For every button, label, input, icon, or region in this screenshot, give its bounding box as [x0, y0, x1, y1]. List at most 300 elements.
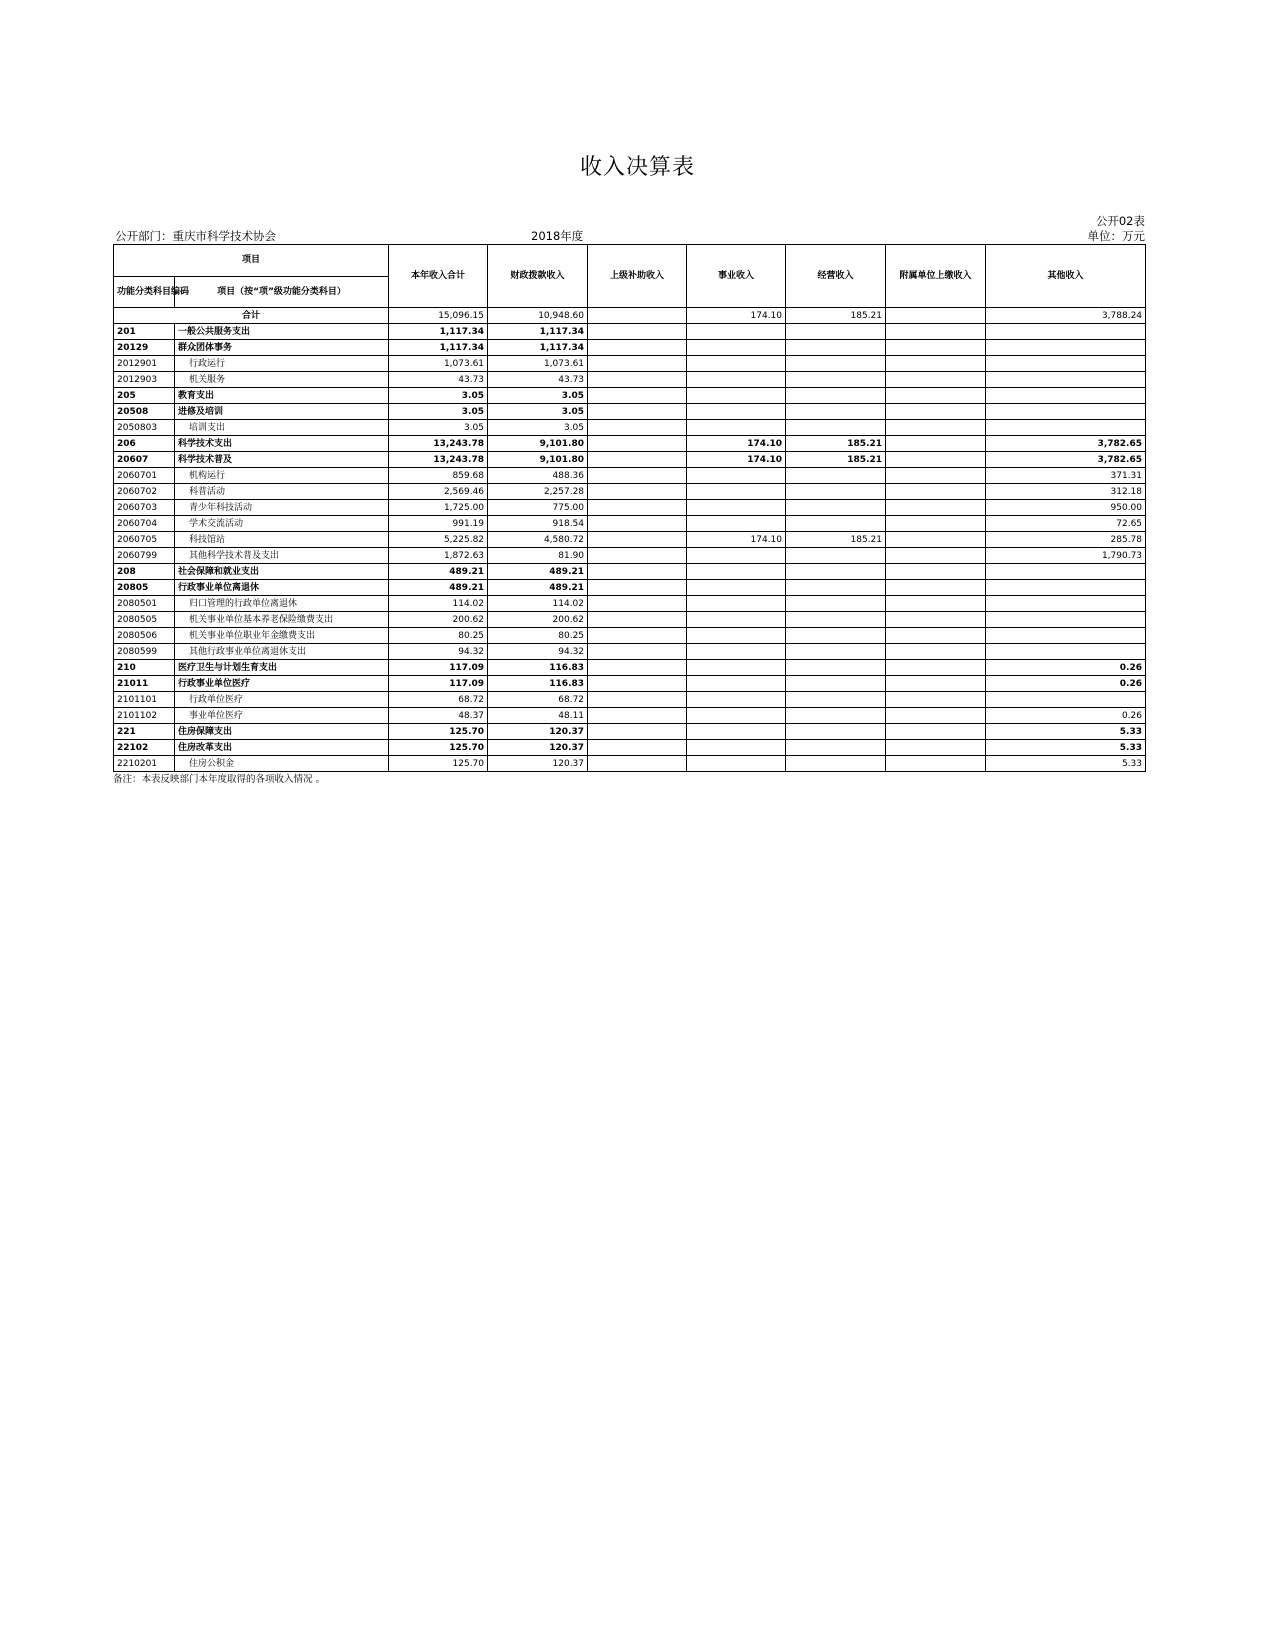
row-name: 医疗卫生与计划生育支出	[175, 660, 389, 676]
row-value: 1,073.61	[488, 356, 588, 372]
row-value: 125.70	[389, 724, 488, 740]
table-row	[114, 500, 1146, 516]
table-row	[114, 564, 1146, 580]
row-value	[588, 388, 687, 404]
row-value: 5.33	[986, 756, 1146, 772]
department-label: 公开部门：重庆市科学技术协会	[115, 229, 276, 243]
row-code: 2080501	[114, 596, 175, 612]
row-value: 200.62	[389, 612, 488, 628]
year-label: 2018年度	[531, 229, 584, 243]
row-name: 机关服务	[175, 372, 389, 388]
row-value	[886, 580, 986, 596]
row-name: 科普活动	[175, 484, 389, 500]
table-row	[114, 324, 1146, 340]
row-value: 185.21	[786, 452, 886, 468]
row-value	[687, 340, 786, 356]
total-label: 合计	[114, 308, 389, 324]
row-value	[588, 404, 687, 420]
row-value	[886, 340, 986, 356]
row-value	[687, 740, 786, 756]
row-value	[588, 484, 687, 500]
row-value	[886, 628, 986, 644]
table-row	[114, 724, 1146, 740]
total-cell	[886, 308, 986, 324]
table-row	[114, 468, 1146, 484]
row-value: 1,117.34	[389, 324, 488, 340]
row-value	[687, 580, 786, 596]
table-row	[114, 708, 1146, 724]
row-value	[786, 580, 886, 596]
row-value	[986, 580, 1146, 596]
table-row	[114, 452, 1146, 468]
row-value	[786, 468, 886, 484]
row-value	[588, 516, 687, 532]
row-value	[786, 596, 886, 612]
row-value: 13,243.78	[389, 452, 488, 468]
row-value: 3,782.65	[986, 436, 1146, 452]
row-value: 114.02	[389, 596, 488, 612]
row-value	[886, 388, 986, 404]
row-value	[786, 612, 886, 628]
row-name: 科学技术普及	[175, 452, 389, 468]
total-row	[114, 308, 1146, 324]
row-value: 0.26	[986, 676, 1146, 692]
row-value	[786, 388, 886, 404]
row-value	[687, 404, 786, 420]
row-code: 2050803	[114, 420, 175, 436]
row-code: 20508	[114, 404, 175, 420]
row-value: 114.02	[488, 596, 588, 612]
row-value	[886, 612, 986, 628]
row-value: 116.83	[488, 676, 588, 692]
row-value	[588, 564, 687, 580]
row-value	[886, 356, 986, 372]
row-value	[886, 724, 986, 740]
row-value: 120.37	[488, 724, 588, 740]
row-value	[886, 740, 986, 756]
header-code: 功能分类科目编码	[114, 276, 175, 308]
header-project: 项目	[114, 245, 389, 277]
table-row	[114, 548, 1146, 564]
row-value	[786, 484, 886, 500]
row-value	[687, 596, 786, 612]
row-name: 培训支出	[175, 420, 389, 436]
row-value: 94.32	[389, 644, 488, 660]
row-value	[886, 516, 986, 532]
header-col-superior: 上级补助收入	[588, 245, 687, 308]
row-code: 208	[114, 564, 175, 580]
row-name: 科技馆站	[175, 532, 389, 548]
row-code: 2060705	[114, 532, 175, 548]
row-value	[588, 436, 687, 452]
row-value	[588, 468, 687, 484]
header-row-top	[114, 245, 1146, 277]
row-value: 1,117.34	[389, 340, 488, 356]
row-value: 950.00	[986, 500, 1146, 516]
row-value: 5.33	[986, 740, 1146, 756]
row-value	[588, 372, 687, 388]
row-value	[886, 324, 986, 340]
row-value: 9,101.80	[488, 452, 588, 468]
row-value: 371.31	[986, 468, 1146, 484]
row-name: 青少年科技活动	[175, 500, 389, 516]
row-value	[687, 628, 786, 644]
row-value: 3.05	[488, 404, 588, 420]
row-value: 4,580.72	[488, 532, 588, 548]
row-code: 2012903	[114, 372, 175, 388]
row-code: 2060799	[114, 548, 175, 564]
row-value	[687, 708, 786, 724]
row-code: 2210201	[114, 756, 175, 772]
row-value	[588, 740, 687, 756]
row-value: 1,872.63	[389, 548, 488, 564]
row-value: 185.21	[786, 532, 886, 548]
row-value: 0.26	[986, 660, 1146, 676]
row-value	[886, 532, 986, 548]
row-value: 3.05	[488, 420, 588, 436]
row-value	[687, 500, 786, 516]
row-name: 其他科学技术普及支出	[175, 548, 389, 564]
row-value	[986, 564, 1146, 580]
row-code: 20607	[114, 452, 175, 468]
row-name: 其他行政事业单位离退休支出	[175, 644, 389, 660]
total-cell	[588, 308, 687, 324]
row-value	[986, 644, 1146, 660]
row-value	[986, 420, 1146, 436]
row-value	[786, 756, 886, 772]
row-value	[687, 612, 786, 628]
row-code: 2060704	[114, 516, 175, 532]
row-value: 312.18	[986, 484, 1146, 500]
table-row	[114, 628, 1146, 644]
table-row	[114, 388, 1146, 404]
row-value: 991.19	[389, 516, 488, 532]
footnote: 备注：本表反映部门本年度取得的各项收入情况 。	[113, 774, 326, 785]
row-code: 2080506	[114, 628, 175, 644]
row-value	[886, 660, 986, 676]
table-row	[114, 516, 1146, 532]
table-row	[114, 580, 1146, 596]
row-value	[687, 372, 786, 388]
row-value	[687, 660, 786, 676]
row-value: 43.73	[488, 372, 588, 388]
row-name: 行政单位医疗	[175, 692, 389, 708]
row-value	[886, 596, 986, 612]
row-value: 116.83	[488, 660, 588, 676]
row-value	[687, 564, 786, 580]
row-value: 120.37	[488, 756, 588, 772]
header-name: 项目（按“项”级功能分类科目）	[175, 276, 389, 308]
row-code: 2060703	[114, 500, 175, 516]
row-value: 174.10	[687, 436, 786, 452]
row-value: 125.70	[389, 740, 488, 756]
table-row	[114, 692, 1146, 708]
row-value: 94.32	[488, 644, 588, 660]
row-value: 775.00	[488, 500, 588, 516]
row-code: 20805	[114, 580, 175, 596]
row-value	[886, 372, 986, 388]
row-name: 归口管理的行政单位离退休	[175, 596, 389, 612]
row-value	[886, 484, 986, 500]
row-value: 117.09	[389, 660, 488, 676]
header-col-business: 事业收入	[687, 245, 786, 308]
table-row	[114, 596, 1146, 612]
report-meta	[113, 228, 1145, 244]
row-value	[786, 644, 886, 660]
row-value	[687, 356, 786, 372]
row-code: 210	[114, 660, 175, 676]
row-value: 185.21	[786, 436, 886, 452]
row-name: 机构运行	[175, 468, 389, 484]
row-code: 2012901	[114, 356, 175, 372]
table-row	[114, 404, 1146, 420]
row-value: 1,117.34	[488, 340, 588, 356]
row-value: 80.25	[488, 628, 588, 644]
row-value: 174.10	[687, 452, 786, 468]
table-row	[114, 372, 1146, 388]
row-value: 1,790.73	[986, 548, 1146, 564]
row-name: 学术交流活动	[175, 516, 389, 532]
table-row	[114, 740, 1146, 756]
row-value	[886, 452, 986, 468]
row-code: 205	[114, 388, 175, 404]
row-value	[588, 692, 687, 708]
row-name: 一般公共服务支出	[175, 324, 389, 340]
row-value	[886, 548, 986, 564]
row-value	[886, 692, 986, 708]
row-value	[588, 628, 687, 644]
row-code: 2101101	[114, 692, 175, 708]
row-value: 285.78	[986, 532, 1146, 548]
header-col-subsidiary: 附属单位上缴收入	[886, 245, 986, 308]
row-value	[786, 740, 886, 756]
row-code: 206	[114, 436, 175, 452]
row-code: 22102	[114, 740, 175, 756]
row-name: 住房公积金	[175, 756, 389, 772]
row-value: 489.21	[488, 580, 588, 596]
row-name: 行政事业单位离退休	[175, 580, 389, 596]
row-value	[886, 676, 986, 692]
row-value	[588, 340, 687, 356]
row-value: 9,101.80	[488, 436, 588, 452]
row-code: 2080505	[114, 612, 175, 628]
row-name: 住房保障支出	[175, 724, 389, 740]
row-value: 200.62	[488, 612, 588, 628]
row-value	[588, 708, 687, 724]
row-value: 2,257.28	[488, 484, 588, 500]
row-value: 120.37	[488, 740, 588, 756]
row-code: 20129	[114, 340, 175, 356]
row-value	[588, 596, 687, 612]
row-value: 489.21	[389, 580, 488, 596]
row-value	[786, 692, 886, 708]
row-value	[687, 468, 786, 484]
row-code: 2080599	[114, 644, 175, 660]
row-value	[986, 340, 1146, 356]
header-col-other: 其他收入	[986, 245, 1146, 308]
table-row	[114, 532, 1146, 548]
row-value: 3.05	[389, 388, 488, 404]
row-value	[687, 756, 786, 772]
row-value	[986, 596, 1146, 612]
row-value: 918.54	[488, 516, 588, 532]
table-row	[114, 676, 1146, 692]
row-value: 13,243.78	[389, 436, 488, 452]
row-value: 3.05	[389, 420, 488, 436]
row-value	[786, 516, 886, 532]
row-value: 3.05	[488, 388, 588, 404]
row-name: 行政运行	[175, 356, 389, 372]
income-table	[113, 244, 1146, 772]
row-value	[786, 404, 886, 420]
row-name: 机关事业单位基本养老保险缴费支出	[175, 612, 389, 628]
row-value: 174.10	[687, 532, 786, 548]
row-code: 2060702	[114, 484, 175, 500]
table-row	[114, 484, 1146, 500]
form-id: 公开02表	[1095, 214, 1145, 228]
row-value	[986, 324, 1146, 340]
row-value	[786, 660, 886, 676]
row-value	[786, 564, 886, 580]
table-row	[114, 660, 1146, 676]
row-value	[687, 388, 786, 404]
row-value	[986, 612, 1146, 628]
row-value	[687, 516, 786, 532]
row-value	[588, 724, 687, 740]
row-value	[588, 676, 687, 692]
row-value	[886, 404, 986, 420]
row-value: 1,725.00	[389, 500, 488, 516]
row-value	[588, 612, 687, 628]
row-value: 1,073.61	[389, 356, 488, 372]
table-row	[114, 356, 1146, 372]
row-value: 859.68	[389, 468, 488, 484]
row-value	[786, 500, 886, 516]
row-code: 2101102	[114, 708, 175, 724]
row-value	[786, 420, 886, 436]
row-name: 住房改革支出	[175, 740, 389, 756]
header-col-total: 本年收入合计	[389, 245, 488, 308]
row-value: 68.72	[389, 692, 488, 708]
total-cell: 185.21	[786, 308, 886, 324]
row-value	[588, 756, 687, 772]
row-value	[588, 532, 687, 548]
row-value	[986, 356, 1146, 372]
row-value	[986, 404, 1146, 420]
row-name: 进修及培训	[175, 404, 389, 420]
row-value	[886, 756, 986, 772]
row-value: 3,782.65	[986, 452, 1146, 468]
row-value	[588, 644, 687, 660]
row-value	[687, 724, 786, 740]
row-value: 0.26	[986, 708, 1146, 724]
row-value: 81.90	[488, 548, 588, 564]
row-value	[786, 356, 886, 372]
row-value: 489.21	[488, 564, 588, 580]
row-value: 488.36	[488, 468, 588, 484]
row-value	[588, 580, 687, 596]
row-value	[886, 436, 986, 452]
row-value: 5,225.82	[389, 532, 488, 548]
row-value	[786, 324, 886, 340]
row-value	[786, 628, 886, 644]
table-row	[114, 612, 1146, 628]
header-col-fiscal: 财政拨款收入	[488, 245, 588, 308]
row-value	[687, 692, 786, 708]
row-name: 群众团体事务	[175, 340, 389, 356]
row-value	[588, 500, 687, 516]
row-value: 3.05	[389, 404, 488, 420]
row-value	[886, 564, 986, 580]
row-value: 43.73	[389, 372, 488, 388]
row-value: 48.11	[488, 708, 588, 724]
row-value	[886, 708, 986, 724]
total-cell: 3,788.24	[986, 308, 1146, 324]
row-value	[588, 660, 687, 676]
row-code: 201	[114, 324, 175, 340]
row-value	[886, 420, 986, 436]
row-code: 21011	[114, 676, 175, 692]
row-value	[886, 644, 986, 660]
row-value	[786, 708, 886, 724]
total-cell: 10,948.60	[488, 308, 588, 324]
row-name: 事业单位医疗	[175, 708, 389, 724]
table-row	[114, 436, 1146, 452]
row-name: 社会保障和就业支出	[175, 564, 389, 580]
row-value	[986, 692, 1146, 708]
total-cell: 15,096.15	[389, 308, 488, 324]
page-title: 收入决算表	[579, 155, 695, 180]
row-name: 科学技术支出	[175, 436, 389, 452]
row-value	[687, 676, 786, 692]
row-value	[588, 548, 687, 564]
row-value	[687, 548, 786, 564]
row-value: 80.25	[389, 628, 488, 644]
row-value	[786, 548, 886, 564]
row-code: 221	[114, 724, 175, 740]
table-row	[114, 756, 1146, 772]
row-value: 1,117.34	[488, 324, 588, 340]
row-value: 489.21	[389, 564, 488, 580]
row-value: 117.09	[389, 676, 488, 692]
row-value	[687, 420, 786, 436]
table-row	[114, 644, 1146, 660]
table-body	[114, 308, 1146, 772]
row-value	[986, 388, 1146, 404]
row-value	[786, 676, 886, 692]
row-value	[786, 372, 886, 388]
row-value	[886, 500, 986, 516]
row-value	[588, 420, 687, 436]
row-value: 48.37	[389, 708, 488, 724]
row-value	[588, 452, 687, 468]
unit-label: 单位：万元	[1087, 229, 1145, 243]
row-code: 2060701	[114, 468, 175, 484]
row-value: 72.65	[986, 516, 1146, 532]
row-value	[588, 324, 687, 340]
table-row	[114, 340, 1146, 356]
row-value	[986, 372, 1146, 388]
row-value	[986, 628, 1146, 644]
row-value: 5.33	[986, 724, 1146, 740]
row-value: 125.70	[389, 756, 488, 772]
header-col-operating: 经营收入	[786, 245, 886, 308]
total-cell: 174.10	[687, 308, 786, 324]
row-name: 机关事业单位职业年金缴费支出	[175, 628, 389, 644]
row-value	[687, 324, 786, 340]
row-value	[588, 356, 687, 372]
row-value	[786, 724, 886, 740]
